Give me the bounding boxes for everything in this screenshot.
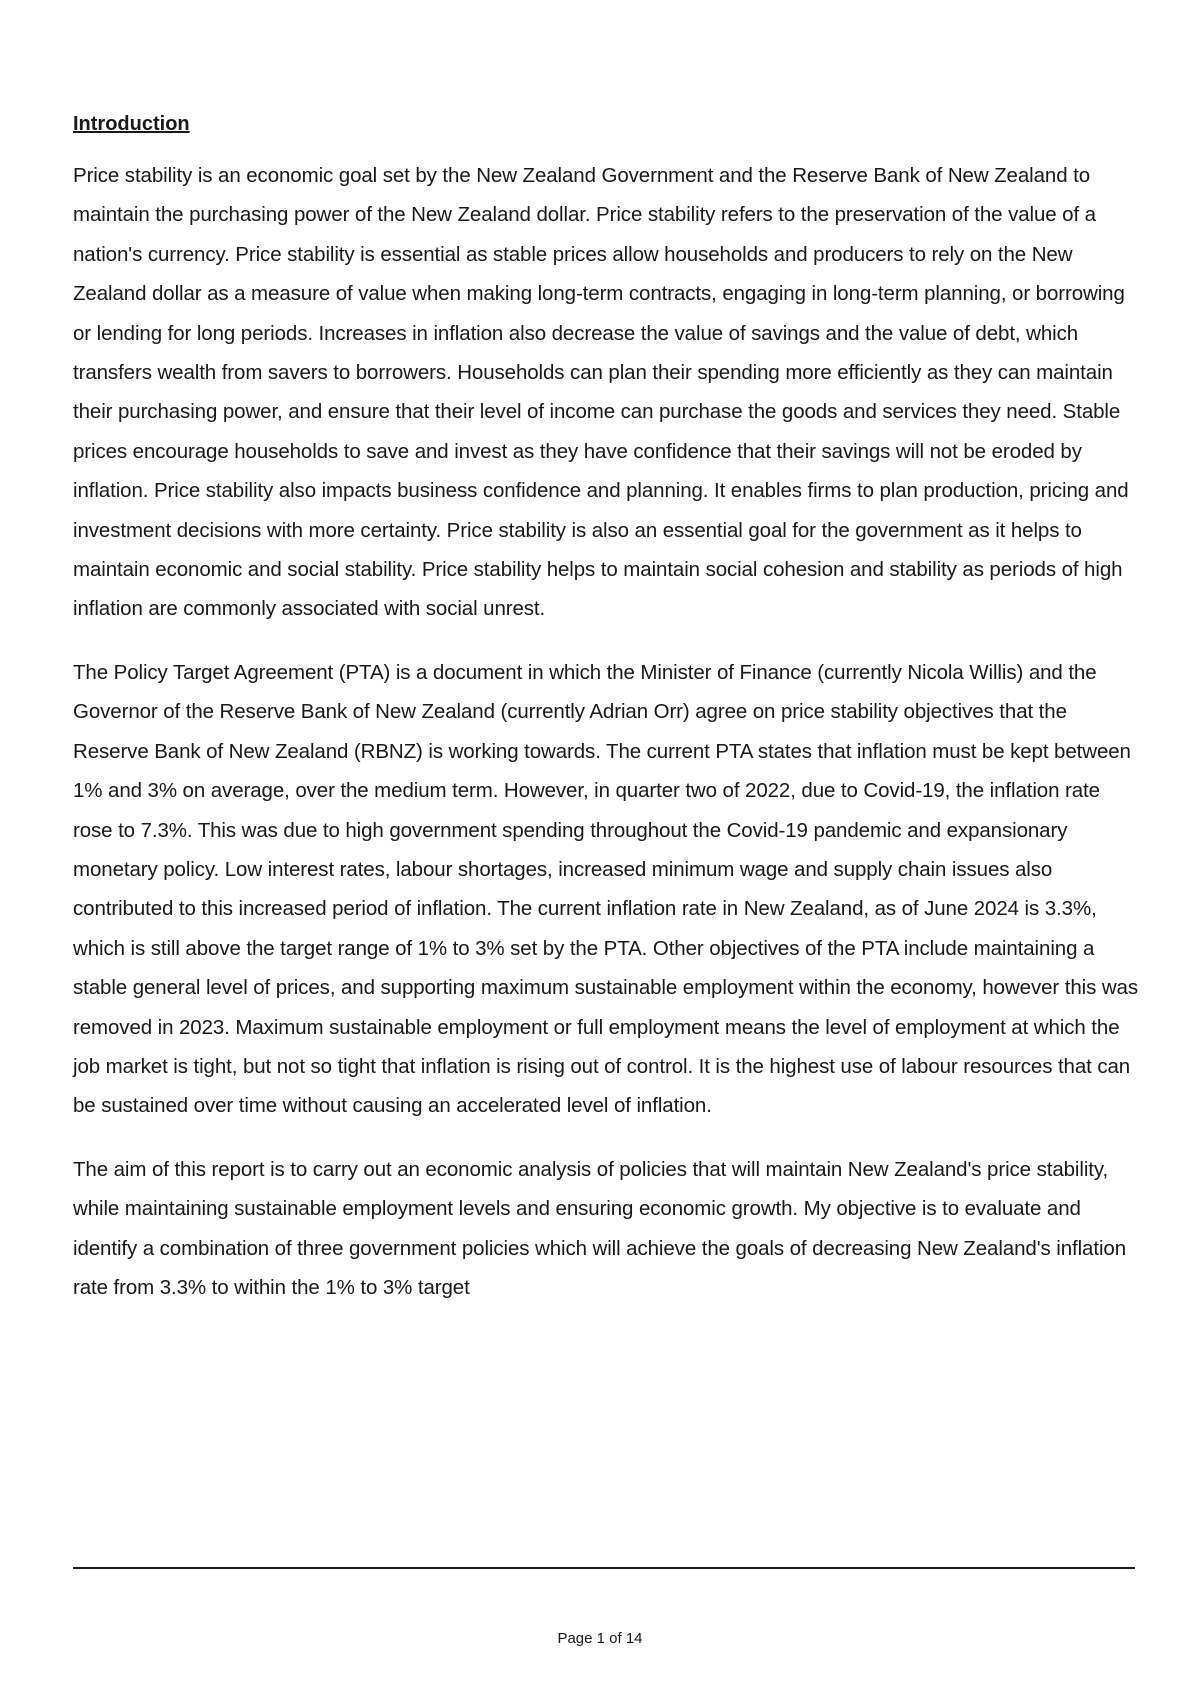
paragraph-policy-target-agreement: The Policy Target Agreement (PTA) is a document in which the Minister of Finance (currently Nicola Willis) and the Governor of the Reserve Bank of New Zealand (currently Adrian Orr) agree on price stability objectives that the Reserve Bank of New Zealand (RBNZ) is working towards. The current PTA states that inflation must be kept between 1% and 3% on average, over the medium term. However, in quarter two of 2022, due to Covid-19, the inflation rate rose to 7.3%. This was due to high government spending throughout the Covid-19 pandemic and expansionary monetary policy. Low interest rates, labour shortages, increased minimum wage and supply chain issues also contributed to this increased period of inflation. The current inflation rate in New Zealand, as of June 2024 is 3.3%, which is still above the target range of 1% to 3% set by the PTA. Other objectives of the PTA include maintaining a stable general level of prices, and supporting maximum sustainable employment within the economy, however this was removed in 2023. Maximum sustainable employment or full employment means the level of employment at which the job market is tight, but not so tight that inflation is rising out of control. It is the highest use of labour resources that can be sustained over time without causing an accelerated level of inflation. [73,660,1139,1118]
page-number: Page 1 of 14 [557,1630,643,1647]
paragraph-report-aim: The aim of this report is to carry out an economic analysis of policies that will maintain New Zealand's price stability, while maintaining sustainable employment levels and ensuring economic growth. My objective is to evaluate and identify a combination of three government policies which will achieve the goals of decreasing New Zealand's inflation rate from 3.3% to within the 1% to 3% target [73,1157,1127,1299]
section-heading: Introduction [73,113,190,135]
document-body [73,110,1143,1331]
footer-divider [73,1567,1135,1569]
paragraph-price-stability: Price stability is an economic goal set by the New Zealand Government and the Reserve Bank of New Zealand to maintain the purchasing power of the New Zealand dollar. Price stability refers to the preservation of the value of a nation's currency. Price stability is essential as stable prices allow households and producers to rely on the New Zealand dollar as a measure of value when making long-term contracts, engaging in long-term planning, or borrowing or lending for long periods. Increases in inflation also decrease the value of savings and the value of debt, which transfers wealth from savers to borrowers. Households can plan their spending more efficiently as they can maintain their purchasing power, and ensure that their level of income can purchase the goods and services they need. Stable prices encourage households to save and invest as they have confidence that their savings will not be eroded by inflation. Price stability also impacts business confidence and planning. It enables firms to plan production, pricing and investment decisions with more certainty. Price stability is also an essential goal for the government as it helps to maintain economic and social stability. Price stability helps to maintain social cohesion and stability as periods of high inflation are commonly associated with social unrest. [73,164,1129,621]
